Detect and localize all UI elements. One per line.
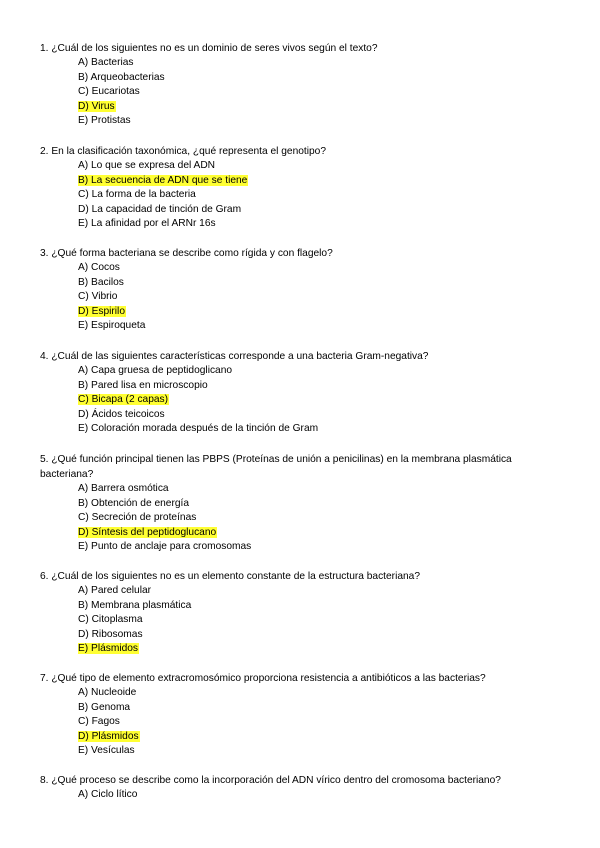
option-b: B) Membrana plasmática xyxy=(78,599,192,611)
question-1 xyxy=(40,41,565,129)
option-d-highlighted: D) Espirilo xyxy=(78,305,125,317)
question-8 xyxy=(40,773,565,803)
option-e: E) Vesículas xyxy=(78,745,135,757)
question-text: 1. ¿Cuál de los siguientes no es un dominio de seres vivos según el texto? xyxy=(40,43,378,54)
option-c: C) Fagos xyxy=(78,716,120,728)
question-4 xyxy=(40,349,565,437)
option-b-highlighted: B) La secuencia de ADN que se tiene xyxy=(78,174,248,186)
options-list xyxy=(40,584,565,657)
option-a: A) Lo que se expresa del ADN xyxy=(78,160,216,171)
question-7 xyxy=(40,671,565,759)
option-e: E) La afinidad por el ARNr 16s xyxy=(78,218,216,230)
options-list xyxy=(40,159,565,232)
option-d-highlighted: D) Síntesis del peptidoglucano xyxy=(78,526,217,538)
question-text: 5. ¿Qué función principal tienen las PBPS (Proteínas de unión a penicilinas) en la membrana plasmática bacteriana? xyxy=(40,454,512,480)
question-text: 2. En la clasificación taxonómica, ¿qué representa el genotipo? xyxy=(40,146,326,157)
option-d: D) La capacidad de tinción de Gram xyxy=(78,203,242,215)
option-b: B) Obtención de energía xyxy=(78,497,190,509)
question-text: 3. ¿Qué forma bacteriana se describe como rígida y con flagelo? xyxy=(40,248,333,259)
option-c-highlighted: C) Bicapa (2 capas) xyxy=(78,394,169,406)
question-text: 7. ¿Qué tipo de elemento extracromosómico proporciona resistencia a antibióticos a las bacterias? xyxy=(40,673,486,684)
option-c: C) Vibrio xyxy=(78,291,118,303)
question-text: 8. ¿Qué proceso se describe como la incorporación del ADN vírico dentro del cromosoma bacteriano? xyxy=(40,775,501,786)
question-3 xyxy=(40,246,565,334)
option-c: C) Secreción de proteínas xyxy=(78,512,197,524)
option-d: D) Ácidos teicoicos xyxy=(78,408,165,420)
option-d-highlighted: D) Plásmidos xyxy=(78,730,139,742)
option-e: E) Protistas xyxy=(78,115,131,127)
option-b: B) Pared lisa en microscopio xyxy=(78,379,208,391)
question-5 xyxy=(40,452,565,555)
option-e: E) Coloración morada después de la tinción de Gram xyxy=(78,423,319,435)
question-text: 4. ¿Cuál de las siguientes características corresponde a una bacteria Gram-negativa? xyxy=(40,351,429,362)
question-text: 6. ¿Cuál de los siguientes no es un elemento constante de la estructura bacteriana? xyxy=(40,571,421,582)
options-list xyxy=(40,788,565,803)
question-2 xyxy=(40,144,565,232)
option-a: A) Barrera osmótica xyxy=(78,483,169,494)
options-list xyxy=(40,261,565,334)
option-b: B) Arqueobacterias xyxy=(78,71,165,83)
option-e-highlighted: E) Plásmidos xyxy=(78,643,139,655)
option-c: C) La forma de la bacteria xyxy=(78,189,196,201)
option-a: A) Pared celular xyxy=(78,585,152,596)
option-b: B) Bacilos xyxy=(78,276,124,288)
options-list xyxy=(40,364,565,437)
option-d-highlighted: D) Virus xyxy=(78,100,115,112)
options-list xyxy=(40,56,565,129)
option-e: E) Espiroqueta xyxy=(78,320,146,332)
options-list xyxy=(40,686,565,759)
option-a: A) Bacterias xyxy=(78,57,134,68)
option-a: A) Ciclo lítico xyxy=(78,789,138,800)
option-c: C) Citoplasma xyxy=(78,614,143,626)
option-d: D) Ribosomas xyxy=(78,628,143,640)
option-a: A) Nucleoide xyxy=(78,687,137,698)
option-a: A) Cocos xyxy=(78,262,120,273)
options-list xyxy=(40,482,565,555)
option-e: E) Punto de anclaje para cromosomas xyxy=(78,541,252,553)
option-a: A) Capa gruesa de peptidoglicano xyxy=(78,365,233,376)
option-c: C) Eucariotas xyxy=(78,86,140,98)
question-6 xyxy=(40,569,565,657)
option-b: B) Genoma xyxy=(78,701,131,713)
